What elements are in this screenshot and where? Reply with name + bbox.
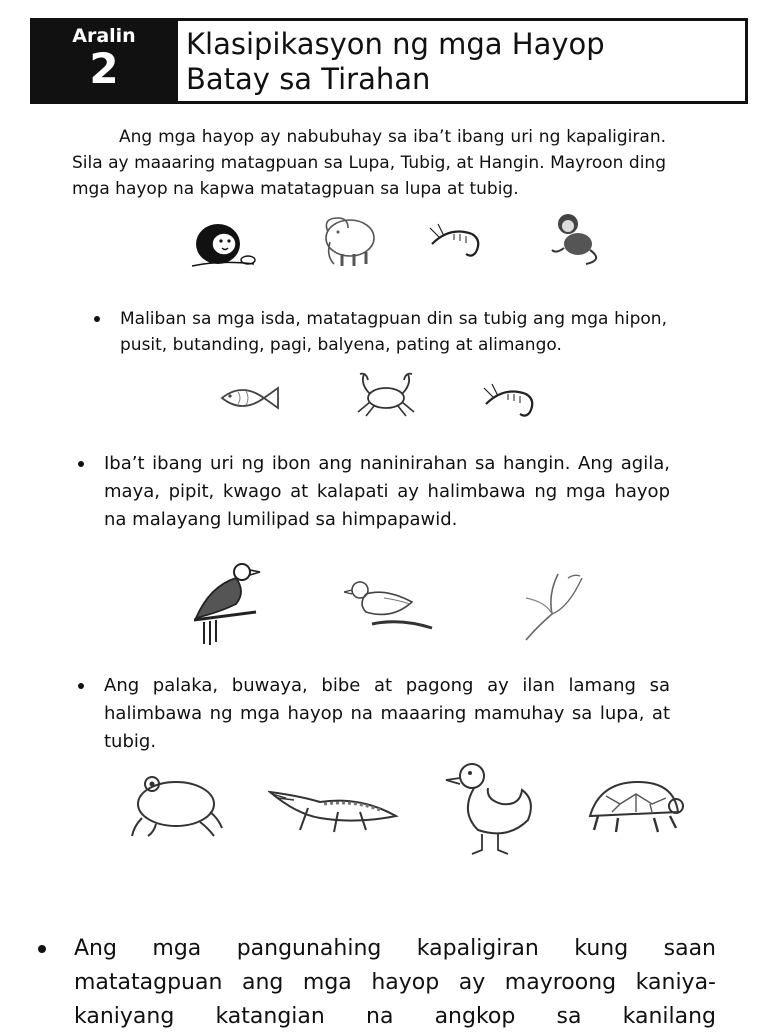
shrimp-icon-2 xyxy=(480,382,540,422)
lesson-title xyxy=(175,21,745,101)
elephant-icon xyxy=(320,212,384,270)
bullet-text: Maliban sa mga isda, matatagpuan din sa tubig ang mga hipon, pusit, butanding, pagi, balyena, pating at alimango. xyxy=(120,309,667,355)
bullet-text: Ang mga pangunahing kapaligiran kung saan matatagpuan ang mga hayop ay mayroong kaniya-kaniyang katangian na angkop sa kanilang xyxy=(74,936,716,1029)
crocodile-icon xyxy=(268,778,400,838)
intro-paragraph: Ang mga hayop ay nabubuhay sa iba’t ibang uri ng kapaligiran. Sila ay maaaring matagpuan sa Lupa, Tubig, at Hangin. Mayroon ding mga hayop na kapwa matatagpuan sa lupa at tubig. xyxy=(72,127,666,199)
bullet-dot xyxy=(38,945,46,953)
shrimp-icon xyxy=(426,222,486,262)
bullet-text: Ang palaka, buwaya, bibe at pagong ay ilan lamang sa halimbawa ng mga hayop na maaaring mamuhay sa lupa, at tubig. xyxy=(104,675,670,752)
frog-icon xyxy=(126,768,226,838)
lesson-number: 2 xyxy=(89,44,119,93)
lesson-word: Aralin xyxy=(72,25,136,47)
crab-icon xyxy=(352,370,420,418)
lesson-badge xyxy=(33,21,175,101)
turtle-icon xyxy=(582,776,686,838)
lesson-header xyxy=(30,18,748,104)
bullet-text: Iba’t ibang uri ng ibon ang naninirahan sa hangin. Ang agila, maya, pipit, kwago at kalapati ay halimbawa ng mga hayop na malayang lumilipad sa himpapawid. xyxy=(104,453,670,530)
monkey-icon xyxy=(546,208,606,266)
pigeon-icon xyxy=(190,558,264,648)
duck-icon xyxy=(444,758,538,858)
title-line-1: Klasipikasyon ng mga Hayop xyxy=(186,27,605,61)
bullet-amphibians xyxy=(78,672,670,756)
bullet-dot xyxy=(78,461,84,467)
bullet-water-animals xyxy=(97,306,667,358)
eagle-icon xyxy=(518,568,590,644)
lion-icon xyxy=(188,218,260,270)
title-line-2: Batay sa Tirahan xyxy=(186,62,431,96)
bullet-dot xyxy=(94,316,100,322)
bullet-air-animals xyxy=(78,450,670,534)
bullet-dot xyxy=(78,683,84,689)
fish-icon xyxy=(218,382,282,414)
bullet-environments xyxy=(38,932,716,1034)
sparrow-icon xyxy=(344,576,436,640)
